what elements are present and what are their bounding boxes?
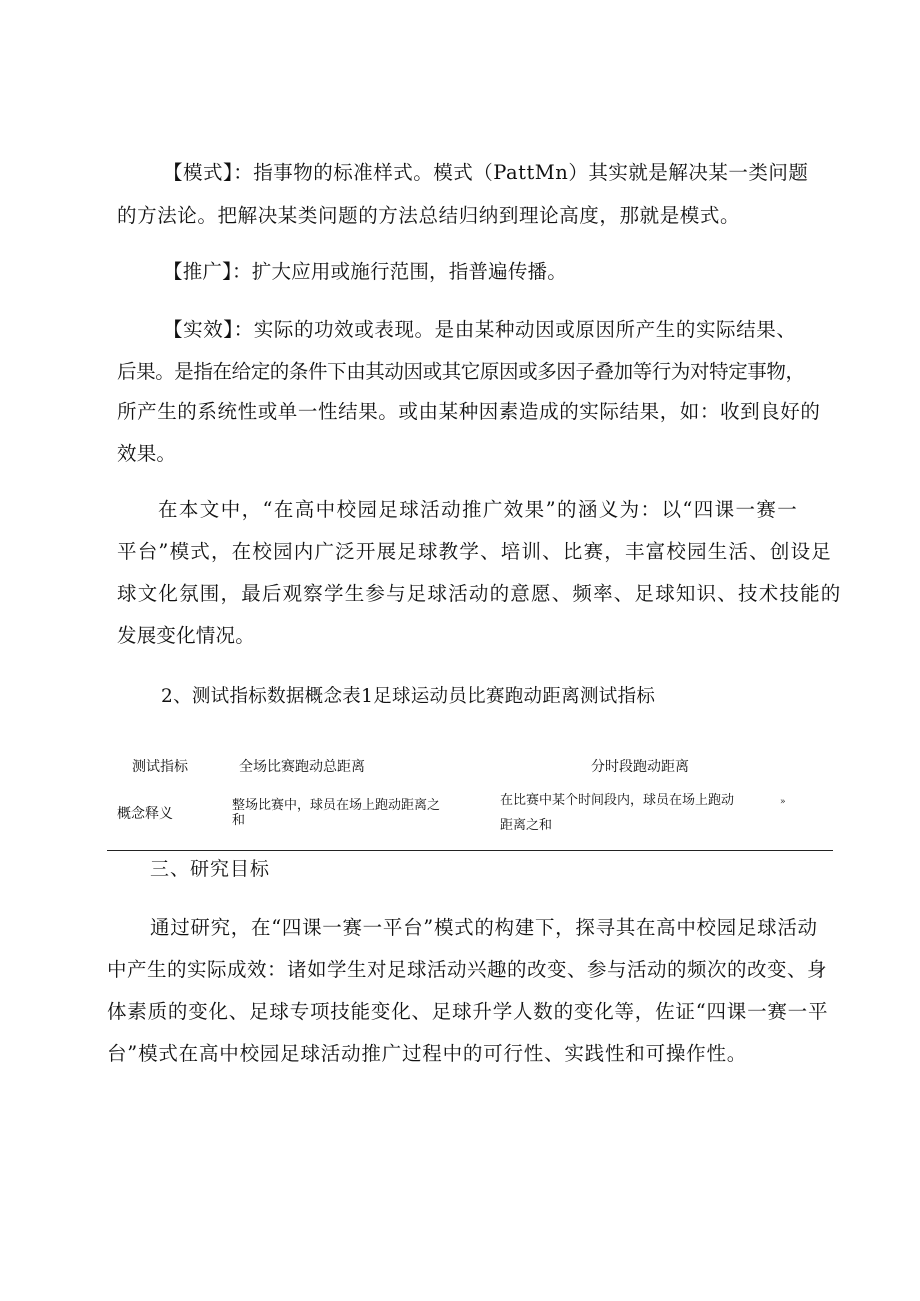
table-cell-total-distance-line-2: 和 [232,813,246,828]
table-caption: 2、测试指标数据概念表1足球运动员比赛跑动距离测试指标 [161,686,656,707]
research-goal-line-2: 中产生的实际成效：诸如学生对足球活动兴趣的改变、参与活动的频次的改变、身 [107,958,828,981]
definition-effect-line-4: 效果。 [117,442,177,465]
table-cell-total-distance-line-1: 整场比赛中，球员在场上跑动距离之 [232,798,441,813]
definition-pattern-line-1: 【模式】：指事物的标准样式。模式（PattMn）其实就是解决某一类问题 [163,161,809,184]
table-cell-period-distance-line-1: 在比赛中某个时间段内，球员在场上跑动 [500,793,735,808]
table-cell-period-distance-line-2: 距离之和 [500,818,553,833]
table-cell-period-distance-mark: » [780,797,786,807]
definition-pattern-line-2: 的方法论。把解决某类问题的方法总结归纳到理论高度，那就是模式。 [117,204,741,227]
meaning-paragraph-line-2: 平台”模式，在校园内广泛开展足球教学、培训、比赛，丰富校园生活、创设足 [117,540,832,563]
research-goal-line-1: 通过研究，在“四课一赛一平台”模式的构建下，探寻其在高中校园足球活动 [150,916,818,939]
research-goal-line-4: 台”模式在高中校园足球活动推广过程中的可行性、实践性和可操作性。 [107,1042,748,1065]
table-bottom-rule [107,850,833,851]
table-header-total-distance: 全场比赛跑动总距离 [239,759,365,775]
definition-effect-line-1: 【实效】：实际的功效或表现。是由某种动因或原因所产生的实际结果、 [163,318,797,341]
table-header-indicator: 测试指标 [132,759,188,775]
table-header-period-distance: 分时段跑动距离 [591,759,689,775]
research-goal-line-3: 体素质的变化、足球专项技能变化、足球升学人数的变化等，佐证“四课一赛一平 [107,1000,829,1023]
meaning-paragraph-line-3: 球文化氛围，最后观察学生参与足球活动的意愿、频率、足球知识、技术技能的 [117,582,842,605]
definition-effect-line-2: 后果。是指在给定的条件下由其动因或其它原因或多因子叠加等行为对特定事物， [117,360,805,383]
table-row-label-concept: 概念释义 [117,806,173,822]
meaning-paragraph-line-1: 在本文中，“在高中校园足球活动推广效果”的涵义为：以“四课一赛一 [158,498,799,521]
section-heading-research-goal: 三、研究目标 [150,858,271,880]
definition-promotion: 【推广】：扩大应用或施行范围，指普遍传播。 [163,260,567,283]
meaning-paragraph-line-4: 发展变化情况。 [117,624,255,647]
definition-effect-line-3: 所产生的系统性或单一性结果。或由某种因素造成的实际结果，如：收到良好的 [117,400,821,423]
